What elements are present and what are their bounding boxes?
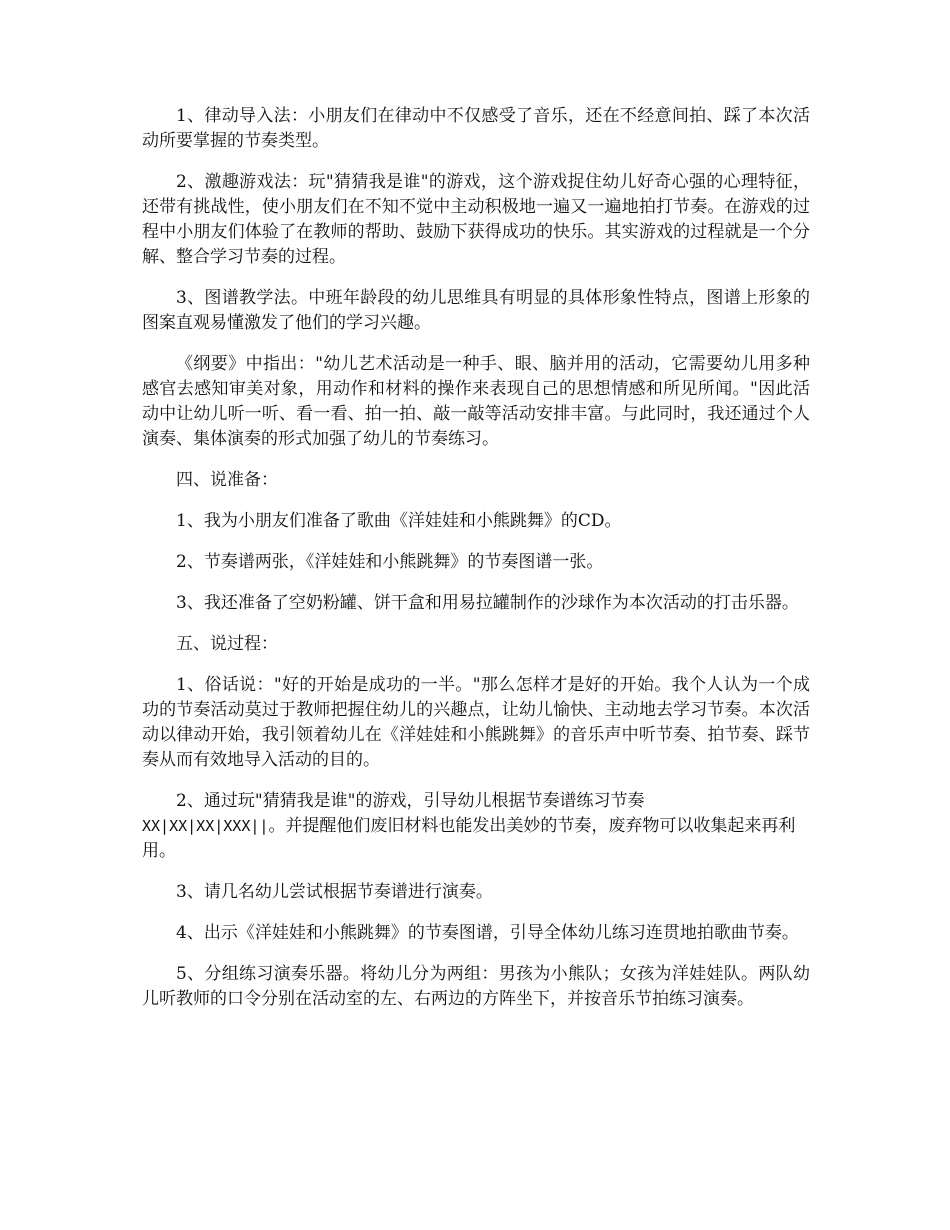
paragraph-process-4: 4、出示《洋娃娃和小熊跳舞》的节奏图谱，引导全体幼儿练习连贯地拍歌曲节奏。 (176, 923, 799, 943)
paragraph-process-1: 1、俗话说："好的开始是成功的一半。"那么怎样才是好的开始。我个人认为一个成功的节奏活动莫过于教师把握住幼儿的兴趣点，让幼儿愉快、主动地去学习节奏。本次活动以律动开始，我引领着幼儿在《洋娃娃和小熊跳舞》的音乐声中听节奏、拍节奏、踩节奏从而有效地导入活动的目的。 (142, 675, 810, 770)
paragraph-preparation-1: 1、我为小朋友们准备了歌曲《洋娃娃和小熊跳舞》的CD。 (176, 511, 622, 531)
paragraph-process-5: 5、分组练习演奏乐器。将幼儿分为两组：男孩为小熊队；女孩为洋娃娃队。两队幼儿听教师的口令分别在活动室的左、右两边的方阵坐下，并按音乐节拍练习演奏。 (142, 964, 810, 1009)
paragraph-method-2: 2、激趣游戏法：玩"猜猜我是谁"的游戏，这个游戏捉住幼儿好奇心强的心理特征，还带有挑战性，使小朋友们在不知不觉中主动积极地一遍又一遍地拍打节奏。在游戏的过程中小朋友们体验了在教师的帮助、鼓励下获得成功的快乐。其实游戏的过程就是一个分解、整合学习节奏的过程。 (142, 172, 810, 267)
paragraph-method-3: 3、图谱教学法。中班年龄段的幼儿思维具有明显的具体形象性特点，图谱上形象的图案直观易懂激发了他们的学习兴趣。 (142, 288, 810, 333)
section-heading-preparation: 四、说准备： (176, 470, 278, 490)
paragraph-preparation-2: 2、节奏谱两张，《洋娃娃和小熊跳舞》的节奏图谱一张。 (176, 552, 604, 572)
paragraph-method-1: 1、律动导入法：小朋友们在律动中不仅感受了音乐，还在不经意间拍、踩了本次活动所要掌握的节奏类型。 (142, 106, 810, 151)
rhythm-continuation-text: 。并提醒他们废旧材料也能发出美妙的节奏，废弃物可以收集起来再利用。 (142, 816, 796, 861)
section-heading-process: 五、说过程： (176, 634, 278, 654)
paragraph-outline-quote: 《纲要》中指出："幼儿艺术活动是一种手、眼、脑并用的活动，它需要幼儿用多种感官去感知审美对象，用动作和材料的操作来表现自己的思想情感和所见所闻。"因此活动中让幼儿听一听、看一看、拍一拍、敲一敲等活动安排丰富。与此同时，我还通过个人演奏、集体演奏的形式加强了幼儿的节奏练习。 (142, 354, 810, 449)
paragraph-process-2: 2、通过玩"猜猜我是谁"的游戏，引导幼儿根据节奏谱练习节奏 (176, 791, 645, 811)
rhythm-notation: XX|XX|XX|XXX|| (142, 817, 269, 835)
paragraph-preparation-3: 3、我还准备了空奶粉罐、饼干盒和用易拉罐制作的沙球作为本次活动的打击乐器。 (176, 593, 799, 613)
document-page (142, 104, 810, 1028)
paragraph-process-3: 3、请几名幼儿尝试根据节奏谱进行演奏。 (176, 882, 493, 902)
paragraph-process-2-continuation (142, 814, 810, 864)
